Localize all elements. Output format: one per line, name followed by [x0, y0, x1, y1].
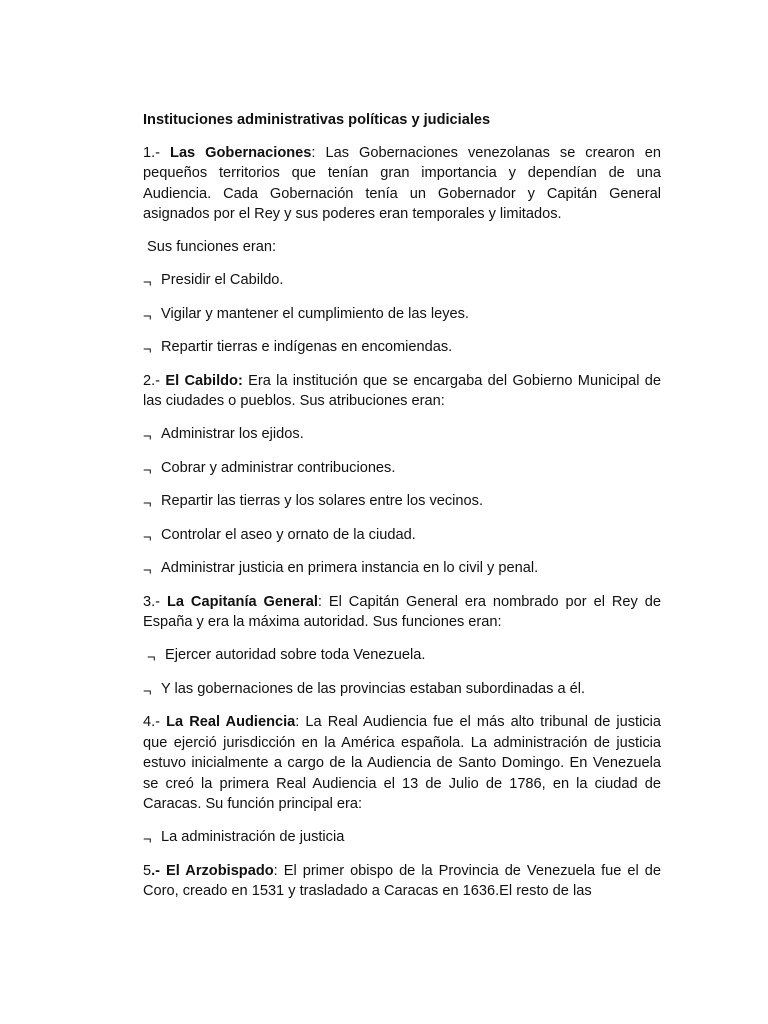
bullet-icon: ¬ — [143, 529, 152, 546]
section-text: : Las Gobernaciones venezolanas se crearon en pequeños territorios que tenían gran importancia y dependían de una Audiencia. Cada Gobernación tenía un Gobernador y Capitán General asignados por el Rey y sus poderes eran temporales y limitados. — [143, 144, 662, 222]
section-number: 5 — [143, 862, 152, 879]
section-real-audiencia — [143, 712, 661, 815]
list-item-text: Y las gobernaciones de las provincias estaban subordinadas a él. — [161, 680, 586, 697]
section-text: : El Capitán General era nombrado por el Rey de España y era la máxima autoridad. Sus funciones eran: — [143, 593, 661, 630]
list-item-text: Controlar el aseo y ornato de la ciudad. — [161, 526, 416, 543]
list-item-text: Administrar los ejidos. — [161, 426, 304, 442]
section-number: 4.- — [143, 714, 167, 730]
list-item-text: Administrar justicia en primera instancia en lo civil y penal. — [161, 560, 539, 576]
section-heading: La Real Audiencia — [166, 714, 296, 730]
bullet-icon: ¬ — [143, 563, 152, 579]
list-item — [143, 424, 661, 445]
bullet-icon: ¬ — [143, 342, 152, 358]
bullet-icon: ¬ — [147, 650, 156, 666]
section-arzobispado — [143, 861, 661, 902]
list-item — [143, 304, 661, 325]
list-item — [143, 679, 661, 700]
section-capitania — [143, 592, 661, 633]
list-item-text: La administración de justicia — [161, 829, 345, 845]
section-text: : El primer obispo de la Provincia de Venezuela fue el de Coro, creado en 1531 y trasladado a Caracas en 1636.El resto de las — [143, 862, 661, 899]
list-item-text: Repartir las tierras y los solares entre los vecinos. — [161, 493, 483, 509]
list-item — [143, 558, 661, 579]
section-heading: Las Gobernaciones — [170, 144, 312, 161]
list-item-text: Cobrar y administrar contribuciones. — [161, 459, 396, 476]
section-heading: La Capitanía General — [166, 593, 318, 610]
list-item-text: Repartir tierras e indígenas en encomiendas. — [161, 339, 453, 355]
section-text: : La Real Audiencia fue el más alto tribunal de justicia que ejerció jurisdicción en la América española. La administración de justicia estuvo inicialmente a cargo de la Audiencia de Santo Domingo. En Venezuela se creó la primera Real Audiencia el 13 de Julio de 1786, en la ciudad de Caracas. Su función principal era: — [143, 714, 661, 812]
list-item — [147, 645, 661, 666]
section-cabildo — [143, 371, 661, 412]
list-item — [143, 270, 661, 291]
list-item-text: Ejercer autoridad sobre toda Venezuela. — [165, 647, 426, 663]
section-number: 3.- — [143, 593, 167, 610]
list-item — [143, 491, 661, 512]
bullet-icon: ¬ — [143, 832, 152, 848]
section-number: 1.- — [143, 144, 171, 161]
list-item-text: Vigilar y mantener el cumplimiento de las leyes. — [161, 305, 469, 322]
section-heading: .- El Arzobispado — [151, 862, 274, 879]
bullet-icon: ¬ — [143, 462, 152, 479]
list-item — [143, 525, 661, 546]
section-gobernaciones — [143, 143, 661, 225]
bullet-icon: ¬ — [143, 496, 152, 512]
list-item — [143, 827, 661, 848]
list-item — [143, 458, 661, 479]
section-number: 2.- — [143, 372, 166, 389]
list-item — [143, 337, 661, 358]
document-title: Instituciones administrativas políticas y judiciales — [143, 112, 491, 128]
section-lead-in: Sus funciones eran: — [147, 239, 276, 255]
section-heading: El Cabildo: — [165, 372, 243, 389]
list-item-text: Presidir el Cabildo. — [161, 272, 284, 288]
document-page — [143, 110, 661, 914]
bullet-icon: ¬ — [143, 683, 152, 700]
bullet-icon: ¬ — [143, 429, 152, 445]
bullet-icon: ¬ — [143, 275, 152, 291]
section-text: Era la institución que se encargaba del Gobierno Municipal de las ciudades o pueblos. Sus atribuciones eran: — [143, 372, 661, 409]
bullet-icon: ¬ — [143, 308, 152, 325]
